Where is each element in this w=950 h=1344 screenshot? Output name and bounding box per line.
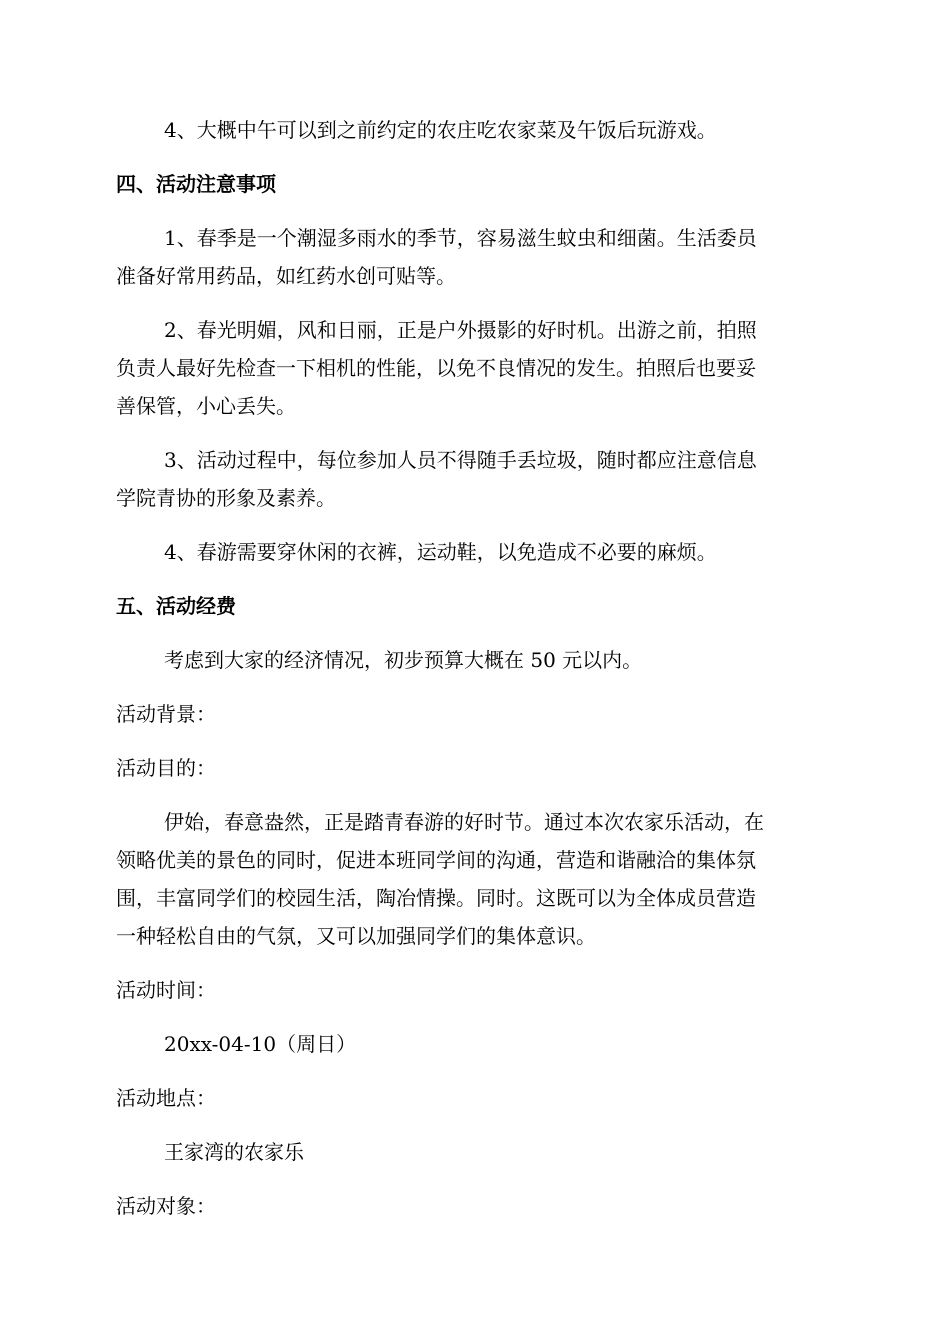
paragraph-line: 4、春游需要穿休闲的衣裤，运动鞋，以免造成不必要的麻烦。 bbox=[164, 540, 717, 564]
field-label: 活动对象： bbox=[116, 1194, 216, 1218]
field-label: 活动地点： bbox=[116, 1086, 216, 1110]
field-label: 活动目的： bbox=[116, 756, 216, 780]
paragraph-line: 1、春季是一个潮湿多雨水的季节，容易滋生蚊虫和细菌。生活委员 bbox=[164, 226, 757, 250]
paragraph-line: 负责人最好先检查一下相机的性能，以免不良情况的发生。拍照后也要妥 bbox=[116, 356, 756, 380]
paragraph-line: 一种轻松自由的气氛，又可以加强同学们的集体意识。 bbox=[116, 924, 596, 948]
field-value: 王家湾的农家乐 bbox=[164, 1140, 304, 1164]
field-label: 活动时间： bbox=[116, 978, 216, 1002]
paragraph-line: 善保管，小心丢失。 bbox=[116, 394, 296, 418]
paragraph-line: 2、春光明媚，风和日丽，正是户外摄影的好时机。出游之前，拍照 bbox=[164, 318, 757, 342]
paragraph-line: 围，丰富同学们的校园生活，陶冶情操。同时。这既可以为全体成员营造 bbox=[116, 886, 756, 910]
paragraph-line: 4、大概中午可以到之前约定的农庄吃农家菜及午饭后玩游戏。 bbox=[164, 118, 717, 142]
field-value: 20xx-04-10（周日） bbox=[164, 1032, 357, 1056]
section-heading: 五、活动经费 bbox=[116, 594, 236, 618]
paragraph-line: 考虑到大家的经济情况，初步预算大概在 50 元以内。 bbox=[164, 648, 643, 672]
paragraph-line: 伊始，春意盎然，正是踏青春游的好时节。通过本次农家乐活动，在 bbox=[164, 810, 764, 834]
paragraph-line: 学院青协的形象及素养。 bbox=[116, 486, 336, 510]
paragraph-line: 准备好常用药品，如红药水创可贴等。 bbox=[116, 264, 456, 288]
field-label: 活动背景： bbox=[116, 702, 216, 726]
paragraph-line: 领略优美的景色的同时，促进本班同学间的沟通，营造和谐融洽的集体氛 bbox=[116, 848, 756, 872]
section-heading: 四、活动注意事项 bbox=[116, 172, 276, 196]
paragraph-line: 3、活动过程中，每位参加人员不得随手丢垃圾，随时都应注意信息 bbox=[164, 448, 757, 472]
